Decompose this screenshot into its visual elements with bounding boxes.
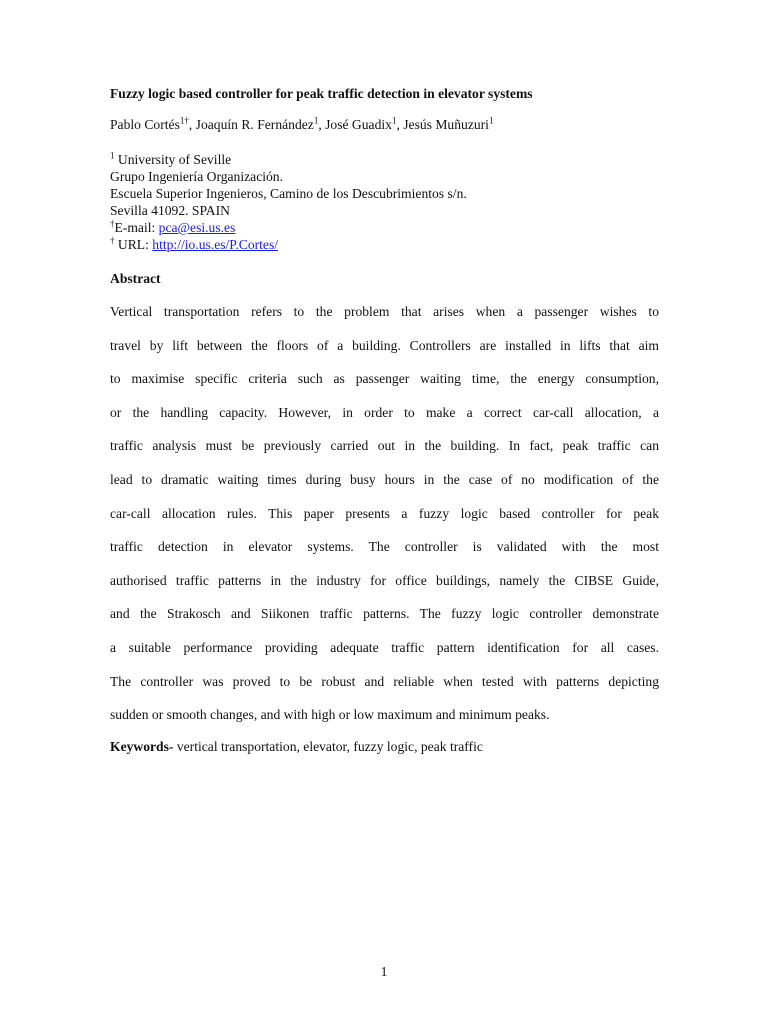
url-label: URL: [114,237,153,252]
author-list [110,117,493,133]
abstract-line: lead to dramatic waiting times during busy hours in the case of no modification of the [110,471,659,487]
author-separator: , [396,117,404,132]
homepage-link[interactable]: http://io.us.es/P.Cortes/ [152,237,279,252]
abstract-line: Vertical transportation refers to the problem that arises when a passenger wishes to [110,304,659,319]
author-name: Pablo Cortés [110,117,180,132]
affiliation-university-line [110,151,467,168]
abstract-line: authorised traffic patterns in the industry for office buildings, namely the CIBSE Guide, [110,572,659,588]
keywords-text: vertical transportation, elevator, fuzzy logic, peak traffic [173,739,483,754]
affiliation-marker: 1 [110,150,115,161]
author-separator: , [318,117,326,132]
abstract-line: car-call allocation rules. This paper presents a fuzzy logic based controller for peak [110,505,659,521]
email-marker: † [110,218,115,229]
page-number: 1 [380,964,388,979]
author-affiliation-marker: 1 [391,115,397,126]
affiliation-url-line [110,236,467,253]
author-separator: , [188,117,196,132]
paper-title: Fuzzy logic based controller for peak traffic detection in elevator systems [110,86,533,101]
abstract-line: traffic detection in elevator systems. The controller is validated with the most [110,539,659,555]
email-link[interactable]: pca@esi.us.es [158,220,236,235]
url-marker: † [110,235,115,246]
abstract-line: a suitable performance providing adequate traffic pattern identification for all cases. [110,639,659,655]
abstract-line: or the handling capacity. However, in order to make a correct car-call allocation, a [110,404,659,420]
email-label: E-mail: [114,220,159,235]
abstract-line: and the Strakosch and Siikonen traffic patterns. The fuzzy logic controller demonstrate [110,606,659,622]
author-name: Jesús Muñuzuri [403,117,489,132]
author-affiliation-marker: 1† [179,115,189,126]
author-name: Joaquín R. Fernández [195,117,314,132]
affiliation-university: University of Seville [117,152,232,167]
abstract-line: to maximise specific criteria such as passenger waiting time, the energy consumption, [110,371,659,387]
abstract-line: The controller was proved to be robust and reliable when tested with patterns depicting [110,673,659,689]
abstract-body [110,302,659,739]
author-affiliation-marker: 1 [313,115,319,126]
author-affiliation-marker: 1 [488,115,494,126]
keywords [110,739,483,755]
author-name: José Guadix [325,117,392,132]
affiliation-group: Grupo Ingeniería Organización. [110,169,284,184]
affiliation-city: Sevilla 41092. SPAIN [110,203,230,218]
abstract-line: travel by lift between the floors of a building. Controllers are installed in lifts that aim [110,337,659,353]
abstract-heading: Abstract [110,271,161,286]
affiliation-email-line [110,219,467,236]
abstract-line: sudden or smooth changes, and with high or low maximum and minimum peaks. [110,707,550,723]
keywords-label: Keywords- [110,739,174,754]
affiliation-school: Escuela Superior Ingenieros, Camino de los Descubrimientos s/n. [110,186,467,201]
abstract-line: traffic analysis must be previously carried out in the building. In fact, peak traffic can [110,438,659,454]
affiliation-block [110,151,467,253]
